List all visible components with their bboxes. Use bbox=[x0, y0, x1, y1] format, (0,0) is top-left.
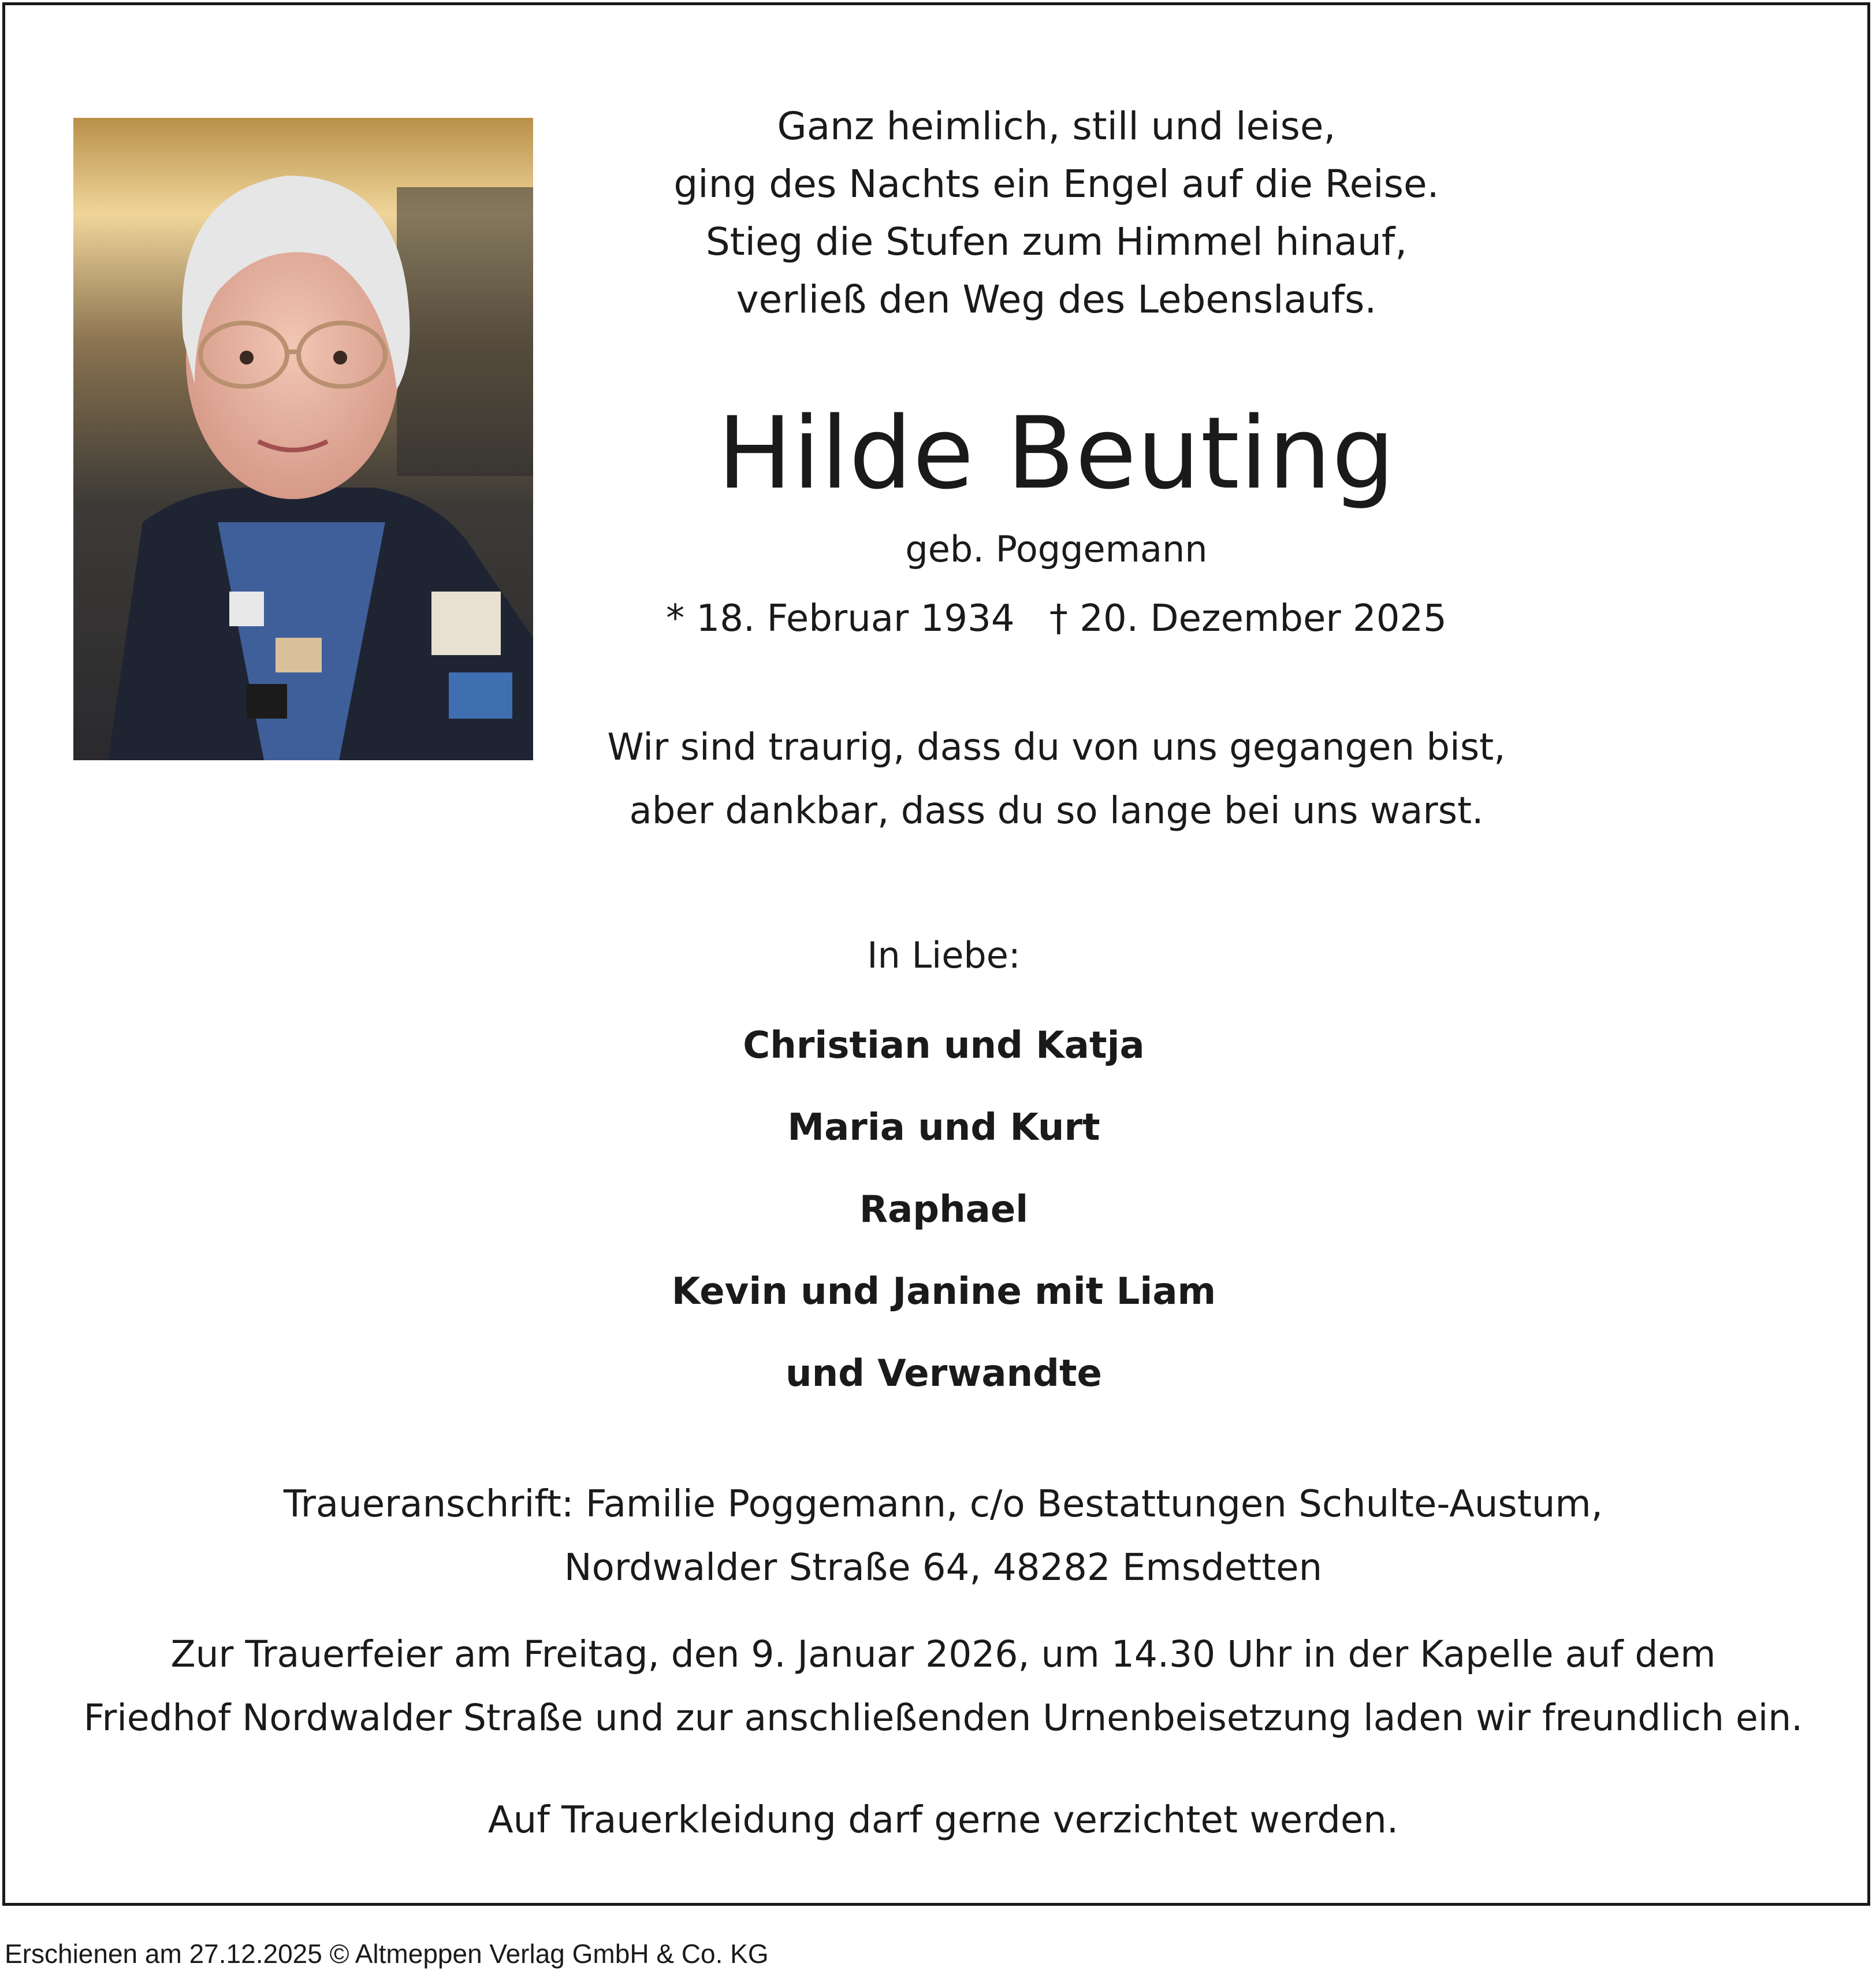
mourner-entry: Kevin und Janine mit Liam bbox=[671, 1270, 1216, 1313]
quote-line: Wir sind traurig, dass du von uns gegangen bist, bbox=[607, 726, 1506, 769]
mourners-list bbox=[583, 1005, 1305, 1415]
attire-note: Auf Trauerkleidung darf gerne verzichtet werden. bbox=[487, 1799, 1399, 1842]
mourners-intro: In Liebe: bbox=[867, 934, 1021, 976]
address-line: Traueranschrift: Familie Poggemann, c/o Bestattungen Schulte-Austum, bbox=[283, 1483, 1603, 1526]
birth-date: * 18. Februar 1934 bbox=[666, 597, 1015, 640]
ceremony-info bbox=[5, 1623, 1876, 1750]
quote-block bbox=[583, 716, 1530, 843]
life-dates bbox=[583, 597, 1530, 640]
poem-line: ging des Nachts ein Engel auf die Reise. bbox=[673, 162, 1439, 206]
poem-line: Stieg die Stufen zum Himmel hinauf, bbox=[705, 220, 1408, 264]
mourner-entry: Christian und Katja bbox=[743, 1024, 1145, 1067]
mourner-entry: und Verwandte bbox=[786, 1352, 1102, 1395]
mourner-entry: Maria und Kurt bbox=[787, 1106, 1100, 1149]
death-date: † 20. Dezember 2025 bbox=[1049, 597, 1447, 640]
deceased-name: Hilde Beuting bbox=[717, 395, 1395, 511]
poem-line: Ganz heimlich, still und leise, bbox=[777, 104, 1336, 148]
mourner-entry: Raphael bbox=[859, 1188, 1029, 1231]
obituary-notice-frame bbox=[2, 2, 1870, 1906]
poem-line: verließ den Weg des Lebenslaufs. bbox=[736, 277, 1377, 322]
mourning-address bbox=[5, 1473, 1876, 1600]
portrait-photo bbox=[73, 118, 533, 760]
address-line: Nordwalder Straße 64, 48282 Emsdetten bbox=[564, 1546, 1323, 1589]
ceremony-line: Zur Trauerfeier am Freitag, den 9. Januar 2026, um 14.30 Uhr in der Kapelle auf dem bbox=[170, 1633, 1716, 1675]
quote-line: aber dankbar, dass du so lange bei uns warst. bbox=[629, 790, 1484, 832]
publication-footer: Erschienen am 27.12.2025 © Altmeppen Verlag GmbH & Co. KG bbox=[5, 1939, 769, 1969]
poem-block bbox=[583, 98, 1530, 329]
portrait-image bbox=[73, 118, 533, 760]
maiden-name: geb. Poggemann bbox=[905, 528, 1208, 570]
ceremony-line: Friedhof Nordwalder Straße und zur anschließenden Urnenbeisetzung laden wir freundlich ein. bbox=[83, 1697, 1803, 1739]
